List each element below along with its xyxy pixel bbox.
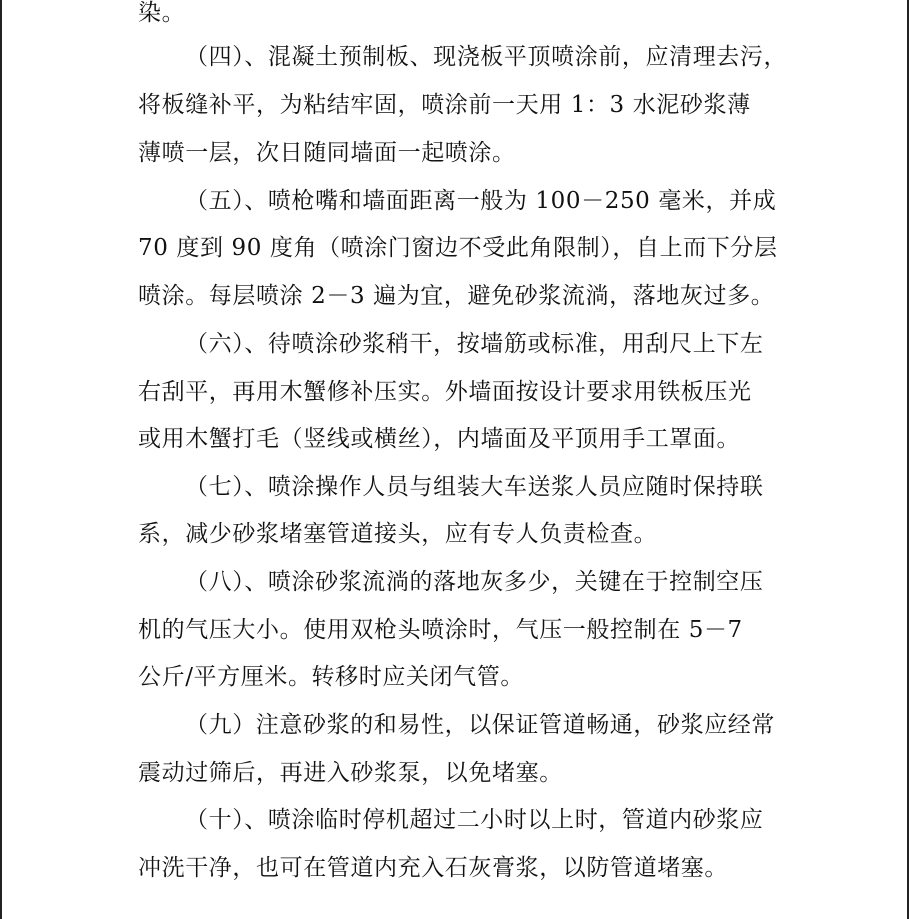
text-line: 染。 (138, 0, 186, 26)
text-line: 系，减少砂浆堵塞管道接头，应有专人负责检查。 (138, 521, 658, 547)
text-line: 公斤/平方厘米。转移时应关闭气管。 (138, 664, 524, 690)
text-line: 机的气压大小。使用双枪头喷涂时，气压一般控制在 5－7 (138, 617, 743, 643)
text-line: 薄喷一层，次日随同墙面一起喷涂。 (138, 140, 516, 166)
text-line: （十）、喷涂临时停机超过二小时以上时，管道内砂浆应 (185, 807, 764, 833)
page-border-right (907, 0, 909, 919)
text-line: 70 度到 90 度角（喷涂门窗边不受此角限制），自上而下分层 (138, 235, 778, 261)
text-line: （九）注意砂浆的和易性，以保证管道畅通，砂浆应经常 (185, 712, 775, 738)
text-line: （六）、待喷涂砂浆稍干，按墙筋或标准，用刮尺上下左 (185, 331, 764, 357)
text-line: 或用木蟹打毛（竖线或横丝），内墙面及平顶用手工罩面。 (138, 426, 741, 452)
text-line: 震动过筛后，再进入砂浆泵，以免堵塞。 (138, 760, 563, 786)
text-line: （四）、混凝土预制板、现浇板平顶喷涂前，应清理去污， (185, 44, 788, 70)
text-line: （五）、喷枪嘴和墙面距离一般为 100－250 毫米，并成 (185, 188, 777, 214)
text-line: （八）、喷涂砂浆流淌的落地灰多少，关键在于控制空压 (185, 569, 764, 595)
text-line: 冲洗干净，也可在管道内充入石灰膏浆，以防管道堵塞。 (138, 855, 728, 881)
text-line: 右刮平，再用木蟹修补压实。外墙面按设计要求用铁板压光 (138, 379, 752, 405)
text-line: （七）、喷涂操作人员与组装大车送浆人员应随时保持联 (185, 474, 764, 500)
page-border-left (0, 0, 2, 919)
text-line: 喷涂。每层喷涂 2－3 遍为宜，避免砂浆流淌，落地灰过多。 (138, 283, 775, 309)
text-line: 将板缝补平，为粘结牢固，喷涂前一天用 1：3 水泥砂浆薄 (138, 92, 751, 118)
